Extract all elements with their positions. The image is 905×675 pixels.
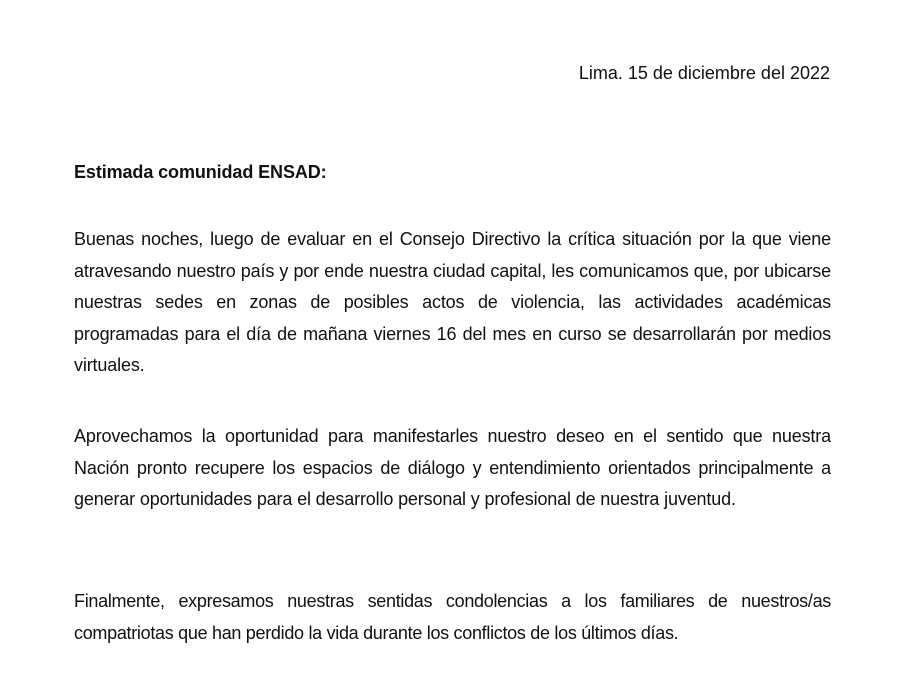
letter-paragraph-3: Finalmente, expresamos nuestras sentidas condolencias a los familiares de nuestros/as compatriotas que han perdido la vida durante los conflictos de los últimos días. <box>74 591 831 643</box>
letter-paragraph-1: Buenas noches, luego de evaluar en el Consejo Directivo la crítica situación por la que viene atravesando nuestro país y por ende nuestra ciudad capital, les comunicamos que, por ubicarse nuestras sedes en zonas de posibles actos de violencia, las actividades académicas programadas para el día de mañana viernes 16 del mes en curso se desarrollarán por medios virtuales. <box>74 229 831 375</box>
letter-date: Lima. 15 de diciembre del 2022 <box>578 63 830 83</box>
letter-salutation: Estimada comunidad ENSAD: <box>74 162 327 182</box>
letter-paragraph-2: Aprovechamos la oportunidad para manifestarles nuestro deseo en el sentido que nuestra Nación pronto recupere los espacios de diálogo y entendimiento orientados principalmente a generar oportunidades para el desarrollo personal y profesional de nuestra juventud. <box>74 426 831 509</box>
